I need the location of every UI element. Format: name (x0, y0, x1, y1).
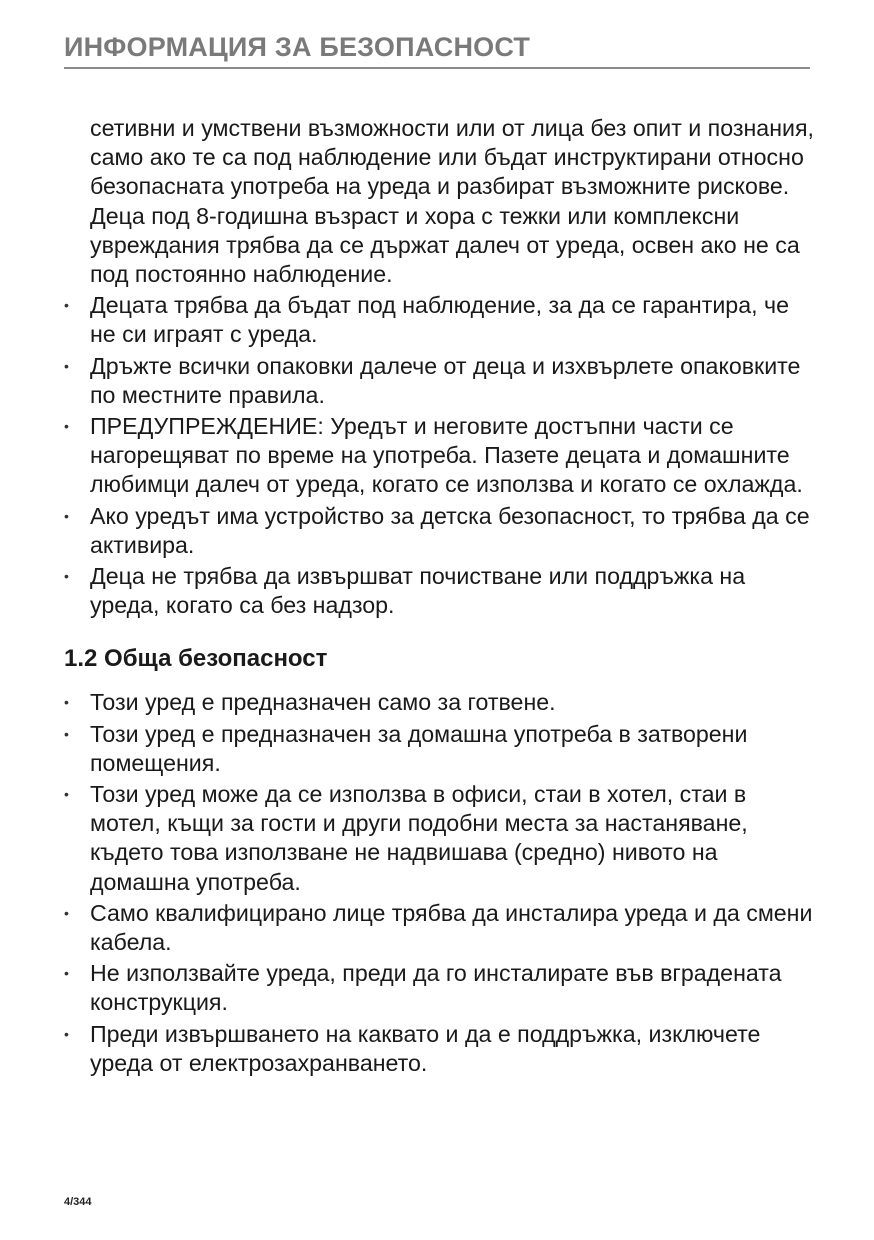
list-item-text: ПРЕДУПРЕЖДЕНИЕ: Уредът и неговите достъпни части се нагорещяват по време на употреба. Пазете децата и домашните любимци далеч от уреда, когато се използва и когато се охлажда. (90, 413, 803, 498)
list-item (64, 899, 820, 957)
list-item-text: Преди извършването на каквато и да е поддръжка, изключете уреда от електрозахранването. (90, 1020, 761, 1076)
page-header (64, 30, 810, 69)
section-heading: 1.2 Обща безопасност (64, 645, 328, 673)
list-item (64, 720, 820, 778)
list-item (64, 412, 820, 500)
list-item (64, 352, 820, 410)
bullet-icon: • (64, 725, 69, 742)
list-item-text: Дръжте всички опаковки далече от деца и изхвърлете опаковките по местните правила. (90, 352, 801, 408)
list-item-text: Не използвайте уреда, преди да го инсталирате във вградената конструкция. (90, 960, 782, 1016)
list-item (64, 959, 820, 1017)
bullet-icon: • (64, 297, 69, 314)
page-number: 4/344 (64, 1196, 92, 1208)
list-item-text: Само квалифицирано лице трябва да инсталира уреда и да смени кабела. (90, 899, 813, 956)
list-item (64, 502, 820, 560)
list-item (64, 688, 820, 717)
intro-continuation-paragraph: сетивни и умствени възможности или от лица без опит и познания, само ако те са под наблюдение или бъдат инструктирани относно безопасната употреба на уреда и разбират възможните рискове. Деца под 8-годишна възраст и хора с тежки или комплексни увреждания трябва да се държат далеч от уреда, освен ако не са под постоянно наблюдение. (90, 115, 814, 288)
header-divider (64, 67, 810, 69)
list-item-text: Ако уредът има устройство за детска безопасност, то трябва да се активира. (90, 502, 810, 558)
children-safety-list (64, 291, 820, 620)
list-item-text: Деца не трябва да извършват почистване или поддръжка на уреда, когато са без надзор. (90, 563, 746, 619)
bullet-icon: • (64, 507, 69, 524)
bullet-icon: • (64, 418, 69, 435)
list-item-text: Децата трябва да бъдат под наблюдение, за да се гарантира, че не си играят с уреда. (90, 292, 789, 348)
bullet-icon: • (64, 786, 69, 803)
bullet-icon: • (64, 1025, 69, 1042)
page-title: ИНФОРМАЦИЯ ЗА БЕЗОПАСНОСТ (64, 32, 531, 62)
list-item-text: Този уред е предназначен само за готвене. (90, 689, 556, 716)
list-item-text: Този уред може да се използва в офиси, стаи в хотел, стаи в мотел, къщи за гости и други подобни места за настаняване, където това използване не надвишава (средно) нивото на домашна употреба. (90, 781, 748, 895)
bullet-icon: • (64, 694, 69, 711)
list-item-text: Този уред е предназначен за домашна употреба в затворени помещения. (90, 720, 748, 776)
list-item (64, 780, 820, 897)
bullet-icon: • (64, 965, 69, 982)
bullet-icon: • (64, 568, 69, 585)
bullet-icon: • (64, 357, 69, 374)
list-item (64, 562, 820, 620)
list-item (64, 1020, 820, 1078)
list-item (64, 291, 820, 349)
bullet-icon: • (64, 904, 69, 921)
page-content (64, 114, 820, 1080)
general-safety-list (64, 688, 820, 1078)
